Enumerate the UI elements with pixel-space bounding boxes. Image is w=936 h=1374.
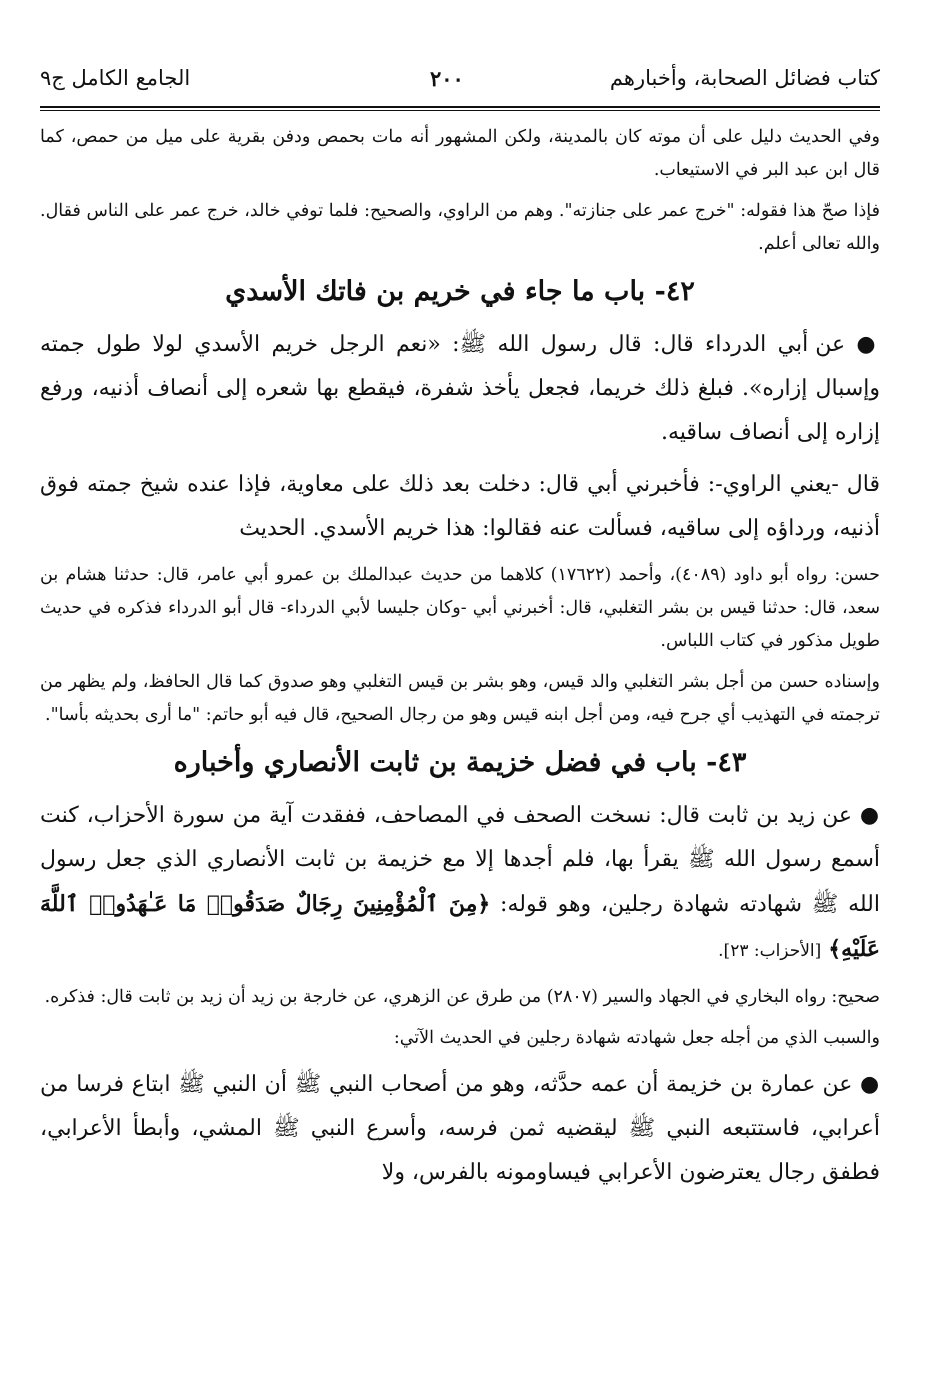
header-rule (40, 106, 880, 111)
hadith-text-1: عن أبي الدرداء قال: قال رسول الله ﷺ: «نعم الرجل خريم الأسدي لولا طول جمته وإسبال إزاره». فبلغ ذلك خريما، فجعل يأخذ شفرة، فيقطع بها شعره إلى أنصاف أذنيه، ورفع إزاره إلى أنصاف ساقيه. (40, 332, 880, 445)
paragraph-1: وفي الحديث دليل على أن موته كان بالمدينة، ولكن المشهور أنه مات بحمص ودفن بقرية على ميل من حمص، كما قال ابن عبد البر في الاستيعاب. (40, 127, 880, 180)
hadith-paragraph-3 (40, 794, 880, 973)
page-number: ٢٠٠ (430, 66, 464, 91)
takhrij-paragraph-2: وإسناده حسن من أجل بشر التغلبي والد قيس، وهو بشر بن قيس التغلبي وهو صدوق كما قال الحافظ، ولم يظهر من ترجمته في التهذيب أي جرح فيه، ومن أجل ابنه قيس وهو من رجال الصحيح، قال فيه أبو حاتم: "ما أرى بحديثه بأسا". (40, 672, 880, 725)
chapter-heading-42: ٤٢- باب ما جاء في خريم بن فاتك الأسدي (225, 276, 695, 307)
hadith-paragraph-2: قال -يعني الراوي-: فأخبرني أبي قال: دخلت بعد ذلك على معاوية، فإذا عنده شيخ جمته فوق أذنيه، ورداؤه إلى ساقيه، فسألت عنه فقالوا: هذا خريم الأسدي. الحديث (40, 472, 880, 541)
bullet-icon: ● (852, 1072, 880, 1097)
running-header (40, 60, 880, 104)
page (40, 60, 880, 1203)
volume-label: الجامع الكامل ج٩ (40, 66, 191, 90)
paragraph-2: فإذا صحّ هذا فقوله: "خرج عمر على جنازته". وهم من الراوي، والصحيح: فلما توفي خالد، خرج عمر على الناس فقال. والله تعالى أعلم. (40, 201, 880, 254)
takhrij-paragraph-1: حسن: رواه أبو داود (٤٠٨٩)، وأحمد (١٧٦٢٢) كلاهما من حديث عبدالملك بن عمرو أبي عامر، قال: حدثنا هشام بن سعد، قال: حدثنا قيس بن بشر التغلبي، قال: أخبرني أبي -وكان جليسا لأبي الدرداء- قال أبو الدرداء فذكره في حديث طويل مذكور في كتاب اللباس. (40, 565, 880, 651)
hadith-text-4: عن عمارة بن خزيمة أن عمه حدَّثه، وهو من أصحاب النبي ﷺ أن النبي ﷺ ابتاع فرسا من أعرابي، فاستتبعه النبي ﷺ ليقضيه ثمن فرسه، وأسرع النبي ﷺ المشي، وأبطأ الأعرابي، فطفق رجال يعترضون الأعرابي فيساومونه بالفرس، ولا (40, 1072, 880, 1185)
book-title: كتاب فضائل الصحابة، وأخبارهم (609, 66, 880, 90)
hadith-text-3: عن زيد بن ثابت قال: نسخت الصحف في المصاحف، ففقدت آية من سورة الأحزاب، كنت أسمع رسول الله ﷺ يقرأ بها، فلم أجدها إلا مع خزيمة بن ثابت الأنصاري الذي جعل رسول الله ﷺ شهادته شهادة رجلين، وهو قوله: (40, 803, 880, 917)
bullet-icon: ● (852, 803, 880, 828)
quran-reference: [الأحزاب: ٢٣]. (718, 941, 822, 961)
hadith-paragraph-1 (40, 323, 880, 455)
note-paragraph: والسبب الذي من أجله جعل شهادته شهادة رجلين في الحديث الآتي: (393, 1028, 880, 1048)
quran-verse: ﴿مِنَ ٱلْمُؤْمِنِينَ رِجَالٌ صَدَقُوا۟ مَا عَـٰهَدُوا۟ ٱللَّهَ عَلَيْهِ﴾ (40, 891, 880, 962)
bullet-icon: ● (845, 332, 880, 357)
takhrij-paragraph-3: صحيح: رواه البخاري في الجهاد والسير (٢٨٠٧) من طرق عن الزهري، عن خارجة بن زيد أن زيد بن ثابت قال: فذكره. (44, 987, 880, 1007)
hadith-paragraph-4 (40, 1063, 880, 1195)
chapter-heading-43: ٤٣- باب في فضل خزيمة بن ثابت الأنصاري وأخباره (173, 747, 747, 778)
